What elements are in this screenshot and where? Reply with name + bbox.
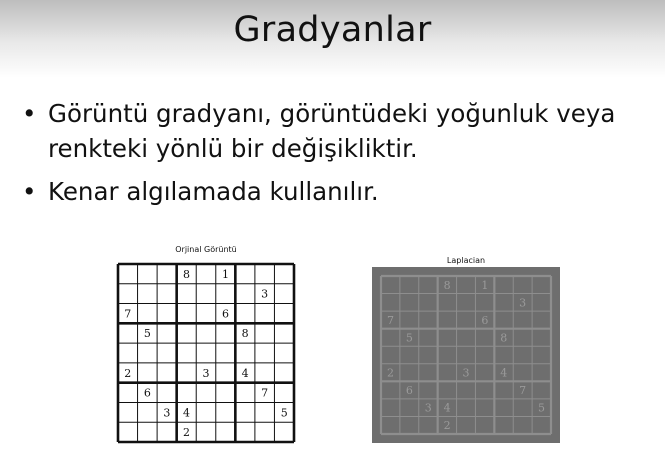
bullet-item (22, 174, 652, 209)
sudoku-digit: 8 (500, 331, 508, 345)
sudoku-digit: 8 (443, 278, 451, 292)
sudoku-digit: 8 (182, 267, 190, 281)
sudoku-digit: 8 (241, 327, 249, 341)
sudoku-digit: 7 (386, 313, 394, 327)
bullet-text: Görüntü gradyanı, görüntüdeki yoğunluk veya renkteki yönlü bir değişikliktir. (48, 99, 616, 163)
sudoku-digit: 3 (462, 366, 470, 380)
sudoku-digit: 1 (481, 278, 489, 292)
sudoku-digit: 5 (143, 327, 151, 341)
sudoku-digit: 6 (405, 384, 413, 398)
original-image-caption: Orjinal Görüntü (175, 245, 237, 254)
sudoku-digit: 4 (443, 401, 451, 415)
bullet-item (22, 96, 652, 166)
laplacian-sudoku-image (372, 267, 560, 443)
sudoku-digit: 5 (538, 401, 546, 415)
sudoku-digit: 7 (519, 384, 527, 398)
sudoku-digit: 4 (241, 366, 249, 380)
sudoku-digit: 3 (202, 366, 210, 380)
sudoku-digit: 2 (124, 366, 132, 380)
sudoku-digit: 3 (424, 401, 432, 415)
sudoku-digit: 4 (182, 406, 190, 420)
slide-title: Gradyanlar (233, 10, 432, 50)
sudoku-digit: 6 (481, 313, 489, 327)
sudoku-digit: 5 (405, 331, 413, 345)
sudoku-digit: 5 (280, 406, 288, 420)
sudoku-digit: 3 (163, 406, 171, 420)
sudoku-digit: 3 (519, 296, 527, 310)
bullet-text: Kenar algılamada kullanılır. (48, 177, 379, 206)
bullet-list (22, 96, 652, 209)
sudoku-digit: 2 (443, 419, 451, 433)
sudoku-digit: 6 (143, 386, 151, 400)
bullet-dot-icon: • (22, 177, 37, 206)
original-sudoku-image (116, 262, 296, 444)
sudoku-digit: 3 (261, 287, 269, 301)
laplacian-image-caption: Laplacian (446, 256, 486, 265)
sudoku-digit: 2 (182, 426, 190, 440)
sudoku-digit: 1 (222, 267, 230, 281)
sudoku-digit: 4 (500, 366, 508, 380)
bullet-dot-icon: • (22, 99, 37, 128)
sudoku-digit: 7 (261, 386, 269, 400)
sudoku-digit: 7 (124, 307, 132, 321)
sudoku-digit: 2 (386, 366, 394, 380)
sudoku-digit: 6 (222, 307, 230, 321)
